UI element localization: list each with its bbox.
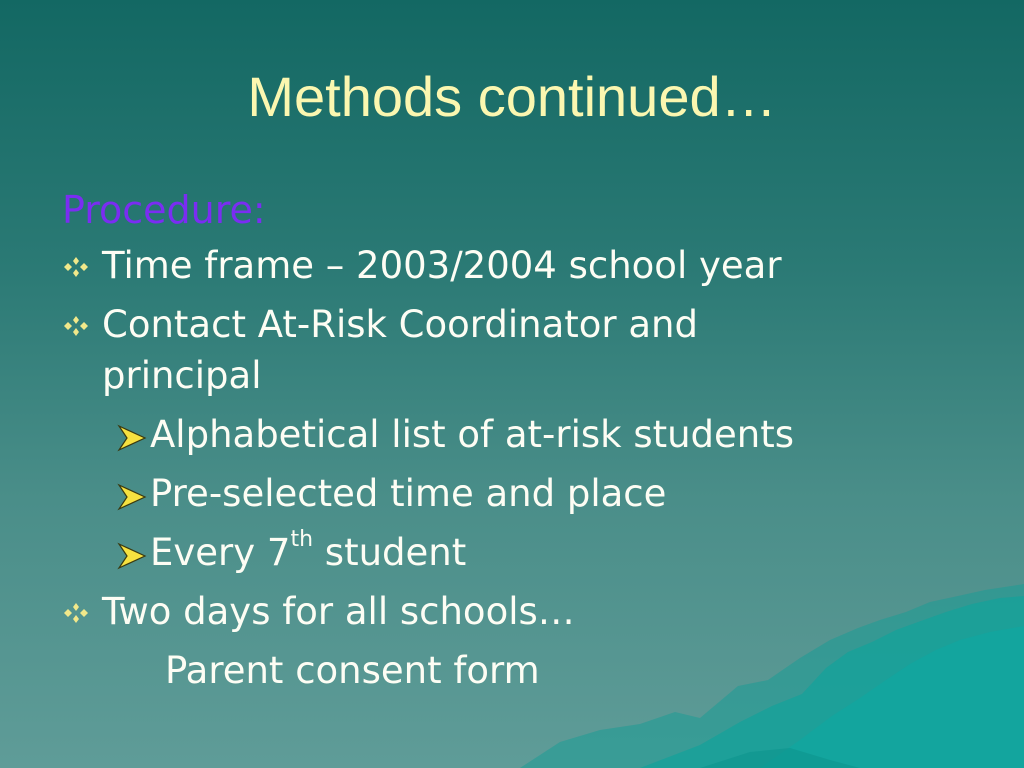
four-diamond-icon (64, 316, 88, 336)
sub-bullet-item (62, 527, 1002, 578)
sub-bullet-item (62, 468, 1002, 519)
slide-title: Methods continued… (247, 65, 777, 128)
bullet-item (62, 240, 1002, 291)
four-diamond-icon (64, 257, 88, 277)
bullet-text: Contact At-Risk Coordinator and (102, 303, 698, 346)
sub-bullet-item (62, 409, 1002, 460)
sub-bullet-text: Every 7 (150, 531, 291, 574)
bullet-item (62, 586, 1002, 637)
slide-content (62, 182, 1002, 696)
arrow-bullet-icon (116, 540, 148, 572)
bullet-item (62, 299, 1002, 350)
sub-bullet-text: Pre-selected time and place (150, 472, 667, 515)
four-diamond-icon (64, 603, 88, 623)
sub-bullet-text: student (313, 531, 467, 574)
procedure-heading: Procedure: (62, 188, 266, 232)
arrow-bullet-icon (116, 481, 148, 513)
plain-line-text: Parent consent form (165, 649, 540, 692)
bullet-text: principal (102, 354, 262, 397)
plain-line (62, 645, 1002, 696)
bullet-text: Time frame – 2003/2004 school year (102, 244, 782, 287)
bullet-continuation (62, 350, 1002, 401)
ordinal-suffix: th (290, 526, 314, 552)
sub-bullet-text: Alphabetical list of at-risk students (150, 413, 795, 456)
bullet-text: Two days for all schools… (102, 590, 575, 633)
arrow-bullet-icon (116, 422, 148, 454)
